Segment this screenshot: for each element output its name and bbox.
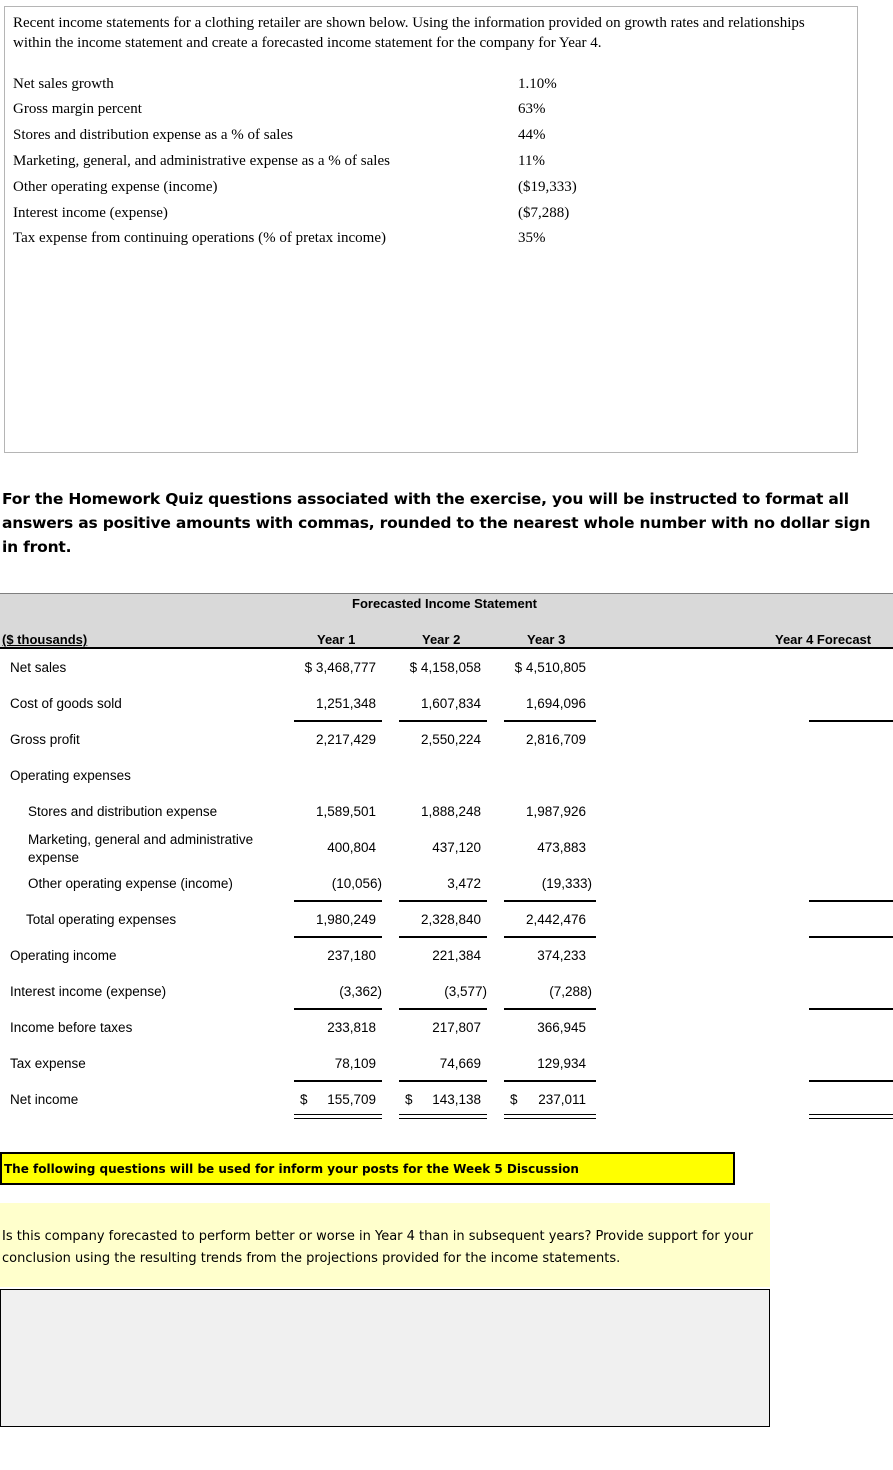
double-underline [809, 1114, 893, 1119]
underline [504, 1080, 596, 1082]
row-label-operating-expenses: Operating expenses [10, 768, 131, 783]
assumption-value: 63% [518, 101, 546, 117]
cell: 237,011 [538, 1092, 586, 1107]
cell: 1,888,248 [420, 804, 481, 819]
intro-box [4, 6, 858, 453]
cell: 143,138 [432, 1092, 481, 1107]
row-label-gross-profit: Gross profit [10, 732, 80, 747]
cell: 1,987,926 [525, 804, 586, 819]
cell: 1,980,249 [315, 912, 376, 927]
cell: (19,333) [541, 876, 592, 891]
cell: 1,607,834 [420, 696, 481, 711]
assumption-value: 11% [518, 153, 545, 169]
cell: 366,945 [537, 1020, 586, 1035]
cell: $ 4,158,058 [409, 660, 481, 675]
row-label-operating-income: Operating income [10, 948, 117, 963]
cell: 3,472 [447, 876, 481, 891]
underline [294, 1008, 382, 1010]
cell: (10,056) [331, 876, 382, 891]
row-label-net-income: Net income [10, 1092, 79, 1107]
assumption-label: Marketing, general, and administrative expense as a % of sales [13, 153, 390, 169]
cell: (7,288) [549, 984, 592, 999]
cell: 2,816,709 [525, 732, 586, 747]
cell: 233,818 [327, 1020, 376, 1035]
underline [399, 900, 487, 902]
underline [399, 720, 487, 722]
cell: 155,709 [327, 1092, 376, 1107]
cell: 2,217,429 [315, 732, 376, 747]
cell: 400,804 [327, 840, 376, 855]
column-header-year-4: Year 4 Forecast [775, 632, 872, 647]
row-label-tax-expense: Tax expense [10, 1056, 86, 1071]
underline [504, 720, 596, 722]
row-label-mga: Marketing, general and administrative expense [28, 832, 254, 865]
assumption-label: Other operating expense (income) [13, 179, 218, 195]
underline [504, 900, 596, 902]
assumption-label: Gross margin percent [13, 101, 142, 117]
assumption-label: Stores and distribution expense as a % of sales [13, 127, 293, 143]
underline [809, 936, 893, 938]
dollar-sign: $ [510, 1092, 518, 1107]
assumption-value: 44% [518, 127, 546, 143]
cell: 2,328,840 [420, 912, 481, 927]
row-label-total-operating-expenses: Total operating expenses [26, 912, 177, 927]
assumption-label: Tax expense from continuing operations (% of pretax income) [13, 230, 386, 246]
cell: (3,577) [444, 984, 487, 999]
discussion-question: Is this company forecasted to perform better or worse in Year 4 than in subsequent years? Provide support for your conclusion using the resulting trends from the projections provided for the income statements. [0, 1203, 770, 1287]
cell: 74,669 [439, 1056, 481, 1071]
underline [504, 1008, 596, 1010]
underline [809, 900, 893, 902]
underline [294, 1080, 382, 1082]
row-label-income-before-taxes: Income before taxes [10, 1020, 133, 1035]
assumption-label: Net sales growth [13, 76, 114, 92]
underline [399, 1080, 487, 1082]
row-label-net-sales: Net sales [10, 660, 67, 675]
statement-title: Forecasted Income Statement [352, 596, 537, 611]
homework-note: For the Homework Quiz questions associated with the exercise, you will be instructed to format all answers as positive amounts with commas, rounded to the nearest whole number with no dollar sign in front. [2, 490, 871, 556]
cell: (3,362) [339, 984, 382, 999]
underline [399, 936, 487, 938]
underline [809, 1080, 893, 1082]
assumption-value: 1.10% [518, 76, 557, 92]
column-header-year-3: Year 3 [527, 632, 566, 647]
row-label-other-operating: Other operating expense (income) [28, 876, 233, 891]
cell: 437,120 [432, 840, 481, 855]
underline [504, 936, 596, 938]
cell: 237,180 [327, 948, 376, 963]
units-label: ($ thousands) [2, 632, 88, 647]
underline [399, 1008, 487, 1010]
cell: $ 3,468,777 [304, 660, 376, 675]
discussion-banner: The following questions will be used for inform your posts for the Week 5 Discussion [0, 1152, 735, 1185]
underline [809, 720, 893, 722]
cell: $ 4,510,805 [514, 660, 586, 675]
underline [294, 720, 382, 722]
double-underline [399, 1114, 487, 1119]
cell: 1,589,501 [315, 804, 376, 819]
answer-textbox[interactable] [0, 1289, 770, 1427]
row-label-cogs: Cost of goods sold [10, 696, 122, 711]
underline [809, 1008, 893, 1010]
column-header-year-2: Year 2 [422, 632, 461, 647]
double-underline [504, 1114, 596, 1119]
dollar-sign: $ [405, 1092, 413, 1107]
cell: 129,934 [537, 1056, 586, 1071]
underline [294, 936, 382, 938]
cell: 2,442,476 [525, 912, 586, 927]
assumption-value: ($19,333) [518, 179, 577, 195]
assumption-label: Interest income (expense) [13, 205, 168, 221]
underline [294, 900, 382, 902]
cell: 217,807 [432, 1020, 481, 1035]
cell: 78,109 [334, 1056, 376, 1071]
column-header-year-1: Year 1 [317, 632, 356, 647]
double-underline [294, 1114, 382, 1119]
cell: 473,883 [537, 840, 586, 855]
cell: 1,694,096 [525, 696, 586, 711]
dollar-sign: $ [300, 1092, 308, 1107]
assumption-value: 35% [518, 230, 546, 246]
cell: 1,251,348 [315, 696, 376, 711]
row-label-interest: Interest income (expense) [10, 984, 167, 999]
row-label-stores-distribution: Stores and distribution expense [28, 804, 218, 819]
assumption-value: ($7,288) [518, 205, 570, 221]
cell: 374,233 [537, 948, 586, 963]
cell: 221,384 [432, 948, 481, 963]
intro-text: Recent income statements for a clothing retailer are shown below. Using the information provided on growth rates and relationships within the income statement and create a forecasted income statement for the company for Year 4. [13, 15, 805, 51]
cell: 2,550,224 [420, 732, 481, 747]
